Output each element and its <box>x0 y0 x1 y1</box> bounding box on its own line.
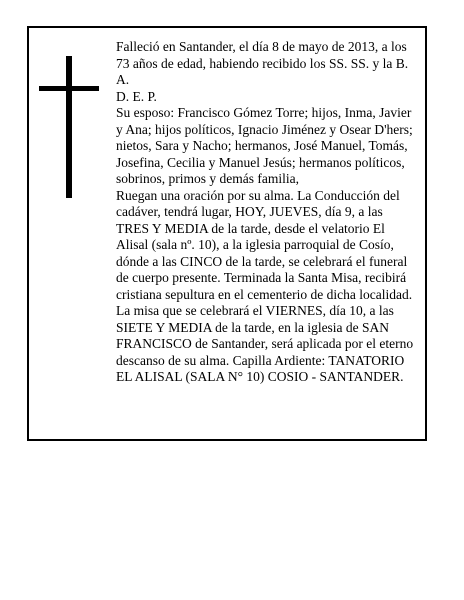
cross-vertical-bar <box>66 56 72 198</box>
notice-text <box>116 39 418 386</box>
latin-cross-icon <box>39 56 99 198</box>
obituary-notice <box>27 26 427 441</box>
family-list: Su esposo: Francisco Gómez Torre; hijos, Inma, Javier y Ana; hijos políticos, Ignacio Jiménez y Osear D'hers; nietos, Sara y Nacho; hermanos, José Manuel, Tomás, Josefina, Cecilia y Manuel Jesús; hermanos políticos, sobrinos, primos y demás familia, <box>116 105 413 186</box>
cross-horizontal-bar <box>39 86 99 91</box>
death-announcement: Falleció en Santander, el día 8 de mayo de 2013, a los 73 años de edad, habiendo recibido los SS. SS. y la B. A. <box>116 39 409 87</box>
funeral-details: Ruegan una oración por su alma. La Conducción del cadáver, tendrá lugar, HOY, JUEVES, día 9, a las TRES Y MEDIA de la tarde, desde el velatorio El Alisal (sala nº. 10), a la iglesia parroquial de Cosío, dónde a las CINCO de la tarde, se celebrará el funeral de cuerpo presente. Terminada la Santa Misa, recibirá cristiana sepultura en el cementerio de dicha localidad. La misa que se celebrará el VIERNES, día 10, a las SIETE Y MEDIA de la tarde, en la iglesia de SAN FRANCISCO de Santander, será aplicada por el eterno descanso de su alma. Capilla Ardiente: TANATORIO EL ALISAL (SALA N° 10) COSIO - SANTANDER. <box>116 187 414 384</box>
rip-line: D. E. P. <box>116 88 157 104</box>
